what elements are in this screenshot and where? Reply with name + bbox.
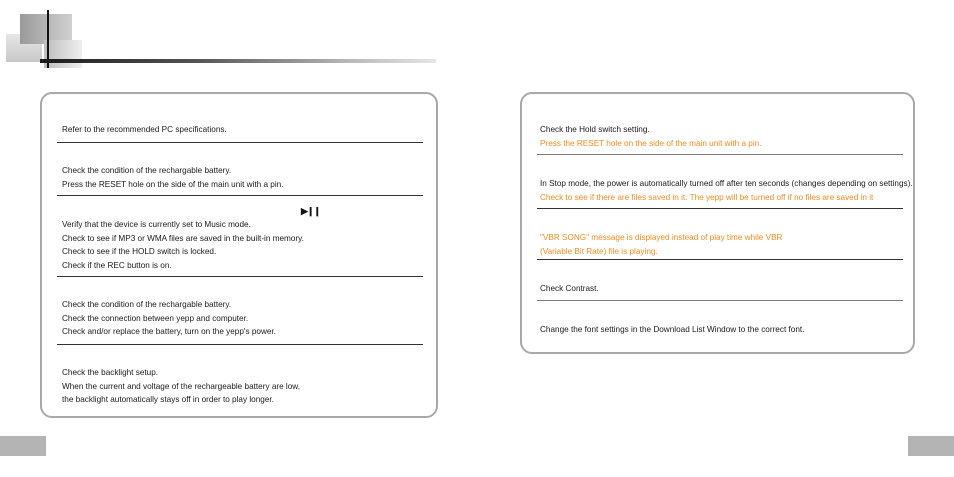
section-divider bbox=[57, 195, 423, 196]
right-section-4 bbox=[540, 282, 903, 296]
play-pause-icon: ▶❙❙ bbox=[301, 206, 321, 216]
orange-text-line: "VBR SONG" message is displayed instead of play time while VBR bbox=[540, 233, 783, 242]
text-line: Check the backlight setup. bbox=[62, 368, 159, 377]
page-number-tab-left bbox=[0, 436, 46, 456]
text-line: Check to see if the HOLD switch is locked. bbox=[62, 247, 217, 256]
section-divider bbox=[537, 208, 903, 209]
text-line: Verify that the device is currently set to Music mode. bbox=[62, 220, 251, 229]
right-troubleshooting-panel bbox=[520, 92, 915, 354]
orange-text-line: (Variable Bit Rate) file is playing. bbox=[540, 246, 658, 256]
orange-text-line: Check to see if there are files saved in it. The yepp will be turned off if no files are saved in it bbox=[540, 192, 874, 202]
right-section-5 bbox=[540, 323, 903, 337]
section-divider bbox=[537, 300, 903, 301]
text-line: the backlight automatically stays off in order to play longer. bbox=[62, 395, 274, 404]
section-divider bbox=[537, 154, 903, 155]
text-line: In Stop mode, the power is automatically turned off after ten seconds (changes depending on settings). bbox=[540, 179, 913, 188]
left-section-4 bbox=[62, 298, 424, 339]
left-section-1 bbox=[62, 123, 424, 137]
page-number-tab-right bbox=[908, 436, 954, 456]
text-line: Check Contrast. bbox=[540, 284, 599, 293]
text-line: Check the connection between yepp and computer. bbox=[62, 313, 249, 323]
right-section-3 bbox=[540, 231, 903, 258]
header-deco-square bbox=[44, 40, 82, 68]
section-divider bbox=[57, 142, 423, 143]
text-line: Check the condition of the rechargable battery. bbox=[62, 166, 232, 175]
text-line: Change the font settings in the Download List Window to the correct font. bbox=[540, 325, 805, 334]
text-line: Check to see if MP3 or WMA files are saved in the built-in memory. bbox=[62, 233, 304, 243]
text-line: Refer to the recommended PC specifications. bbox=[62, 125, 227, 134]
left-section-2 bbox=[62, 164, 424, 191]
right-section-2 bbox=[540, 177, 913, 204]
header-deco-gradient-bar bbox=[40, 59, 436, 63]
left-section-3 bbox=[62, 218, 424, 272]
orange-text-line: Press the RESET hole on the side of the main unit with a pin. bbox=[540, 138, 762, 148]
text-line: Check the Hold switch setting. bbox=[540, 125, 650, 134]
section-divider bbox=[537, 259, 903, 260]
text-line: Check the condition of the rechargable battery. bbox=[62, 300, 232, 309]
text-line: When the current and voltage of the rechargeable battery are low, bbox=[62, 381, 301, 391]
section-divider bbox=[57, 276, 423, 277]
text-line: Check and/or replace the battery, turn on the yepp's power. bbox=[62, 327, 276, 336]
right-section-1 bbox=[540, 123, 903, 150]
left-section-5 bbox=[62, 366, 424, 407]
text-line: Check if the REC button is on. bbox=[62, 260, 172, 270]
left-troubleshooting-panel bbox=[40, 92, 438, 418]
section-divider bbox=[57, 344, 423, 345]
text-line: Press the RESET hole on the side of the main unit with a pin. bbox=[62, 179, 284, 189]
